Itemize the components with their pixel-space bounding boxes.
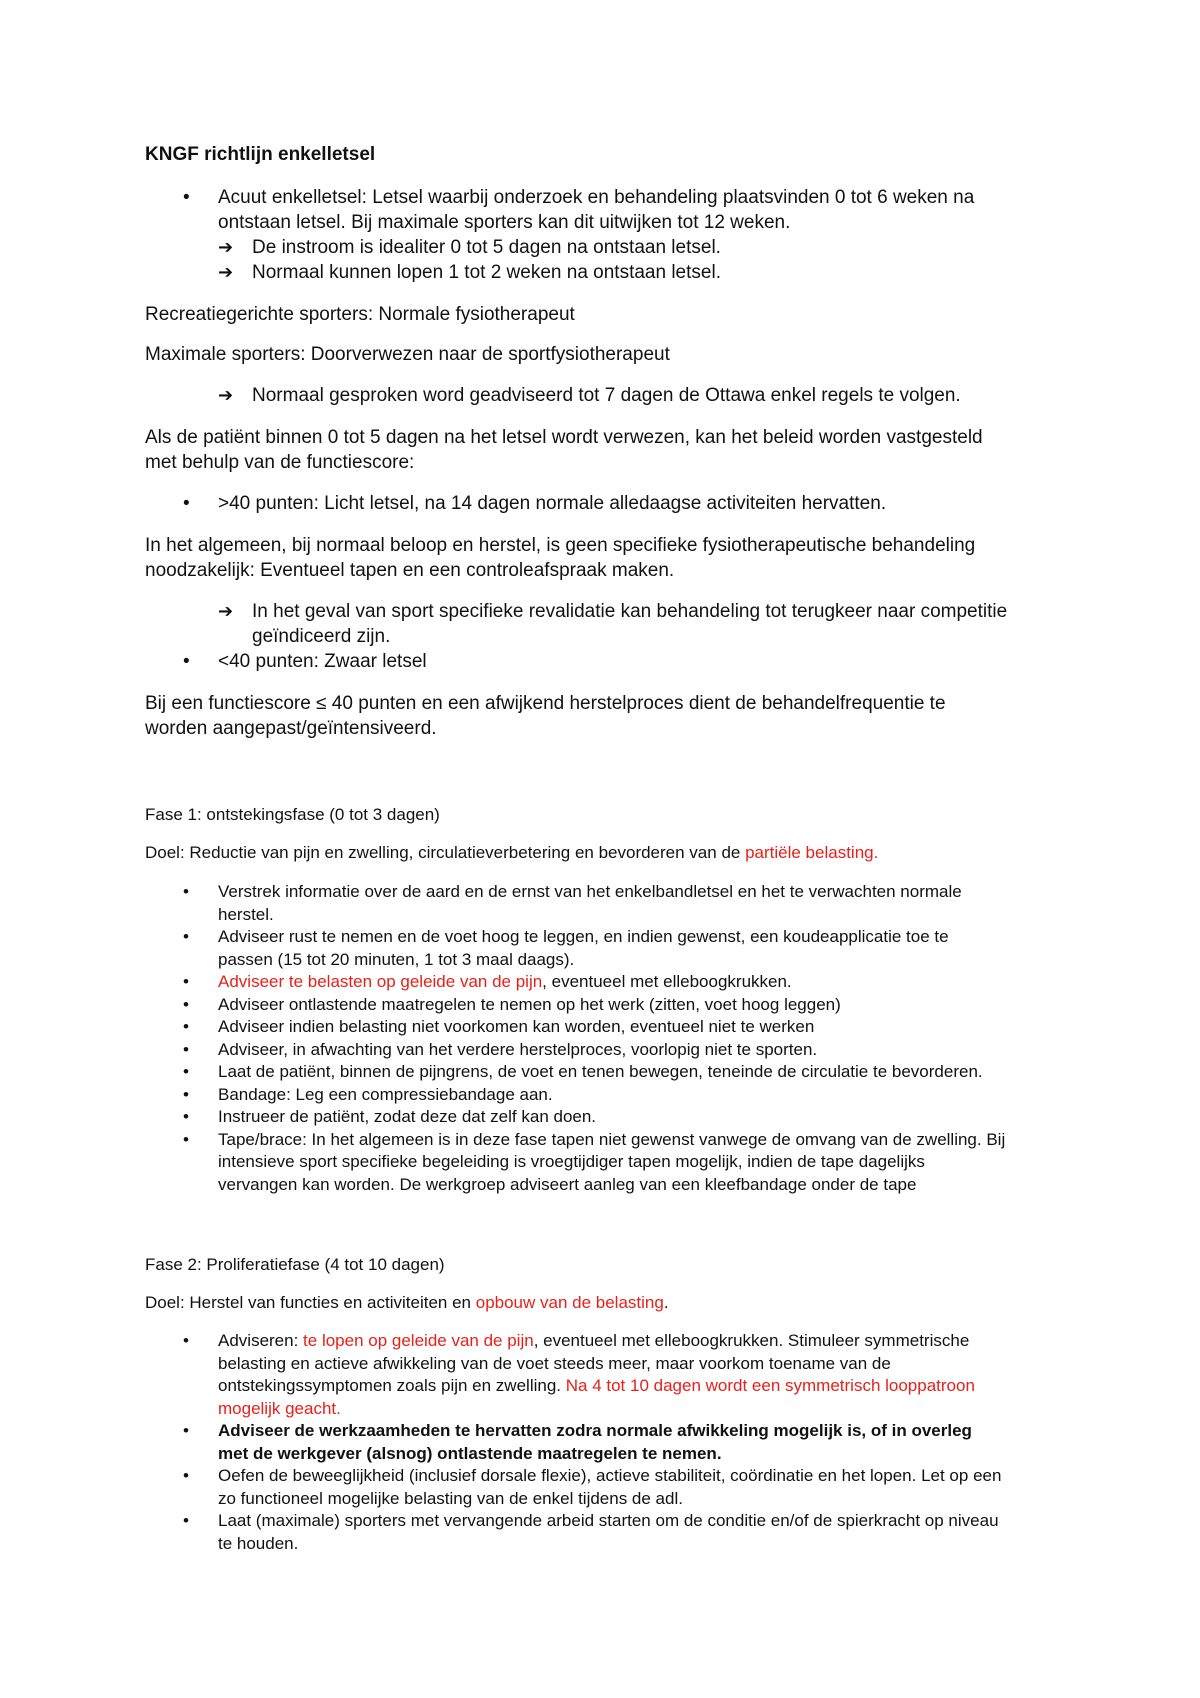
phase1-item-work: Adviseer ontlastende maatregelen te nemen op het werk (zitten, voet hoog leggen) (218, 994, 841, 1014)
bullet-dot: • (183, 1466, 189, 1485)
bullet-dot: • (183, 972, 189, 991)
phase1-item-rest: Adviseer rust te nemen en de voet hoog te leggen, en indien gewenst, een koudeapplicatie toe te (218, 927, 949, 946)
recreational-athletes: Recreatiegerichte sporters: Normale fysiotherapeut (145, 304, 575, 325)
bullet-dot: • (183, 1331, 189, 1350)
phase1-item-load (218, 971, 792, 994)
bullet-dot: • (183, 187, 190, 208)
arrow-icon: ➔ (218, 237, 234, 257)
phase1-item-tape-cont: intensieve sport specifieke begeleiding is vroegtijdiger tapen mogelijk, indien de tape dagelijks (218, 1152, 925, 1171)
phase2-item-resume-work: Adviseer de werkzaamheden te hervatten zodra normale afwikkeling mogelijk is, of in overleg (218, 1421, 972, 1440)
phase1-item-info-cont: herstel. (218, 904, 274, 924)
phase1-goal-text: Doel: Reductie van pijn en zwelling, circulatieverbetering en bevorderen van de (145, 843, 746, 862)
phase1-item-nowork: Adviseer indien belasting niet voorkomen kan worden, eventueel niet te werken (218, 1017, 815, 1036)
phase2-item-exercise: Oefen de beweeglijkheid (inclusief dorsale flexie), actieve stabiliteit, coördinatie en het lopen. Let op een (218, 1466, 1002, 1485)
arrow-item-ottawa: Normaal gesproken word geadviseerd tot 7 dagen de Ottawa enkel regels te volgen. (252, 385, 961, 406)
phase1-item-nosport: Adviseer, in afwachting van het verdere herstelproces, voorlopig niet te sporten. (218, 1039, 818, 1059)
phase2-item-walk-highlight2: Na 4 tot 10 dagen wordt een symmetrisch looppatroon (565, 1376, 975, 1395)
arrow-item-instroom: De instroom is idealiter 0 tot 5 dagen na ontstaan letsel. (252, 237, 721, 258)
phase1-goal (145, 842, 878, 865)
phase2-item-athletes-cont: te houden. (218, 1533, 299, 1553)
patient-line-2: met behulp van de functiescore: (145, 452, 415, 473)
phase1-item-circulation: Laat de patiënt, binnen de pijngrens, de voet en tenen bewegen, teneinde de circulatie te bevorderen. (218, 1062, 983, 1081)
phase1-item-load-highlight: Adviseer te belasten op geleide van de pijn (218, 972, 543, 991)
phase1-item-info: Verstrek informatie over de aard en de ernst van het enkelbandletsel en het te verwachten normale (218, 882, 962, 901)
acute-line-2: ontstaan letsel. Bij maximale sporters kan dit uitwijken tot 12 weken. (218, 212, 791, 233)
sport-line-1: In het geval van sport specifieke revalidatie kan behandeling tot terugkeer naar competitie (252, 601, 1008, 622)
bullet-dot: • (183, 927, 189, 946)
phase2-goal-text: Doel: Herstel van functies en activiteiten en (145, 1293, 476, 1312)
phase1-item-load-text: , eventueel met elleboogkrukken. (542, 972, 792, 991)
bullet-dot: • (183, 1421, 189, 1440)
maximal-athletes: Maximale sporters: Doorverwezen naar de sportfysiotherapeut (145, 344, 670, 365)
bullet-dot: • (183, 1107, 189, 1126)
bullet-dot: • (183, 1039, 189, 1059)
patient-line-1: Als de patiënt binnen 0 tot 5 dagen na het letsel wordt verwezen, kan het beleid worden vastgesteld (145, 427, 983, 448)
phase2-goal (145, 1292, 669, 1315)
phase2-item-athletes: Laat (maximale) sporters met vervangende arbeid starten om de conditie en/of de spierkracht op niveau (218, 1511, 999, 1530)
bullet-dot: • (183, 651, 190, 672)
phase2-item-exercise-cont: zo functioneel mogelijke belasting van de enkel tijdens de adl. (218, 1488, 683, 1508)
bullet-dot: • (183, 1062, 189, 1081)
phase2-item-resume-work-cont: met de werkgever (alsnog) ontlastende maatregelen te nemen. (218, 1443, 722, 1463)
arrow-item-lopen: Normaal kunnen lopen 1 tot 2 weken na ontstaan letsel. (252, 262, 721, 283)
document-title: KNGF richtlijn enkelletsel (145, 144, 376, 165)
general-line-2: noodzakelijk: Eventueel tapen en een controleafspraak maken. (145, 560, 675, 581)
acute-line-1: Acuut enkelletsel: Letsel waarbij onderzoek en behandeling plaatsvinden 0 tot 6 weken na (218, 187, 975, 208)
phase1-item-tape-cont2: vervangen kan worden. De werkgroep adviseert aanleg van een kleefbandage onder de tape (218, 1174, 917, 1194)
phase2-item-walk (218, 1330, 969, 1353)
arrow-icon: ➔ (218, 601, 234, 621)
phase2-item-walk-cont2 (218, 1375, 975, 1398)
phase1-item-bandage: Bandage: Leg een compressiebandage aan. (218, 1084, 553, 1104)
phase1-goal-highlight: partiële belasting. (745, 843, 879, 862)
score-line-1: Bij een functiescore ≤ 40 punten en een afwijkend herstelproces dient de behandelfrequentie te (145, 693, 946, 714)
phase2-item-walk-text: , eventueel met elleboogkrukken. Stimuleer symmetrische (533, 1331, 970, 1350)
phase2-item-walk-prefix: Adviseren: (218, 1331, 304, 1350)
sport-line-2: geïndiceerd zijn. (252, 626, 391, 647)
phase2-heading: Fase 2: Proliferatiefase (4 tot 10 dagen) (145, 1255, 445, 1274)
phase2-item-walk-cont: belasting en actieve afwikkeling van de voet steeds meer, maar voorkom toename van de (218, 1353, 891, 1373)
bullet-dot: • (183, 1129, 189, 1149)
phase2-item-walk-cont3: mogelijk geacht. (218, 1398, 341, 1418)
arrow-icon: ➔ (218, 262, 234, 282)
bullet-dot: • (183, 1017, 189, 1036)
phase2-item-walk-symptoms: ontstekingssymptomen zoals pijn en zwelling. (218, 1376, 566, 1395)
bullet-dot: • (183, 994, 189, 1014)
bullet-dot: • (183, 882, 189, 901)
score-gt40: >40 punten: Licht letsel, na 14 dagen normale alledaagse activiteiten hervatten. (218, 493, 887, 514)
score-lt40: <40 punten: Zwaar letsel (218, 651, 427, 672)
bullet-dot: • (183, 493, 190, 514)
general-line-1: In het algemeen, bij normaal beloop en herstel, is geen specifieke fysiotherapeutische behandeling (145, 535, 976, 556)
bullet-dot: • (183, 1511, 189, 1530)
arrow-icon: ➔ (218, 385, 234, 405)
phase1-item-instruct: Instrueer de patiënt, zodat deze dat zelf kan doen. (218, 1107, 597, 1126)
phase1-heading: Fase 1: ontstekingsfase (0 tot 3 dagen) (145, 805, 440, 824)
phase2-goal-highlight: opbouw van de belasting (475, 1293, 664, 1312)
score-line-2: worden aangepast/geïntensiveerd. (145, 718, 437, 739)
phase2-goal-period: . (663, 1293, 669, 1312)
phase2-item-walk-highlight: te lopen op geleide van de pijn (303, 1331, 534, 1350)
bullet-dot: • (183, 1084, 189, 1104)
phase1-item-rest-cont: passen (15 tot 20 minuten, 1 tot 3 maal daags). (218, 949, 575, 969)
phase1-item-tape: Tape/brace: In het algemeen is in deze fase tapen niet gewenst vanwege de omvang van de zwelling. Bij (218, 1129, 1006, 1149)
